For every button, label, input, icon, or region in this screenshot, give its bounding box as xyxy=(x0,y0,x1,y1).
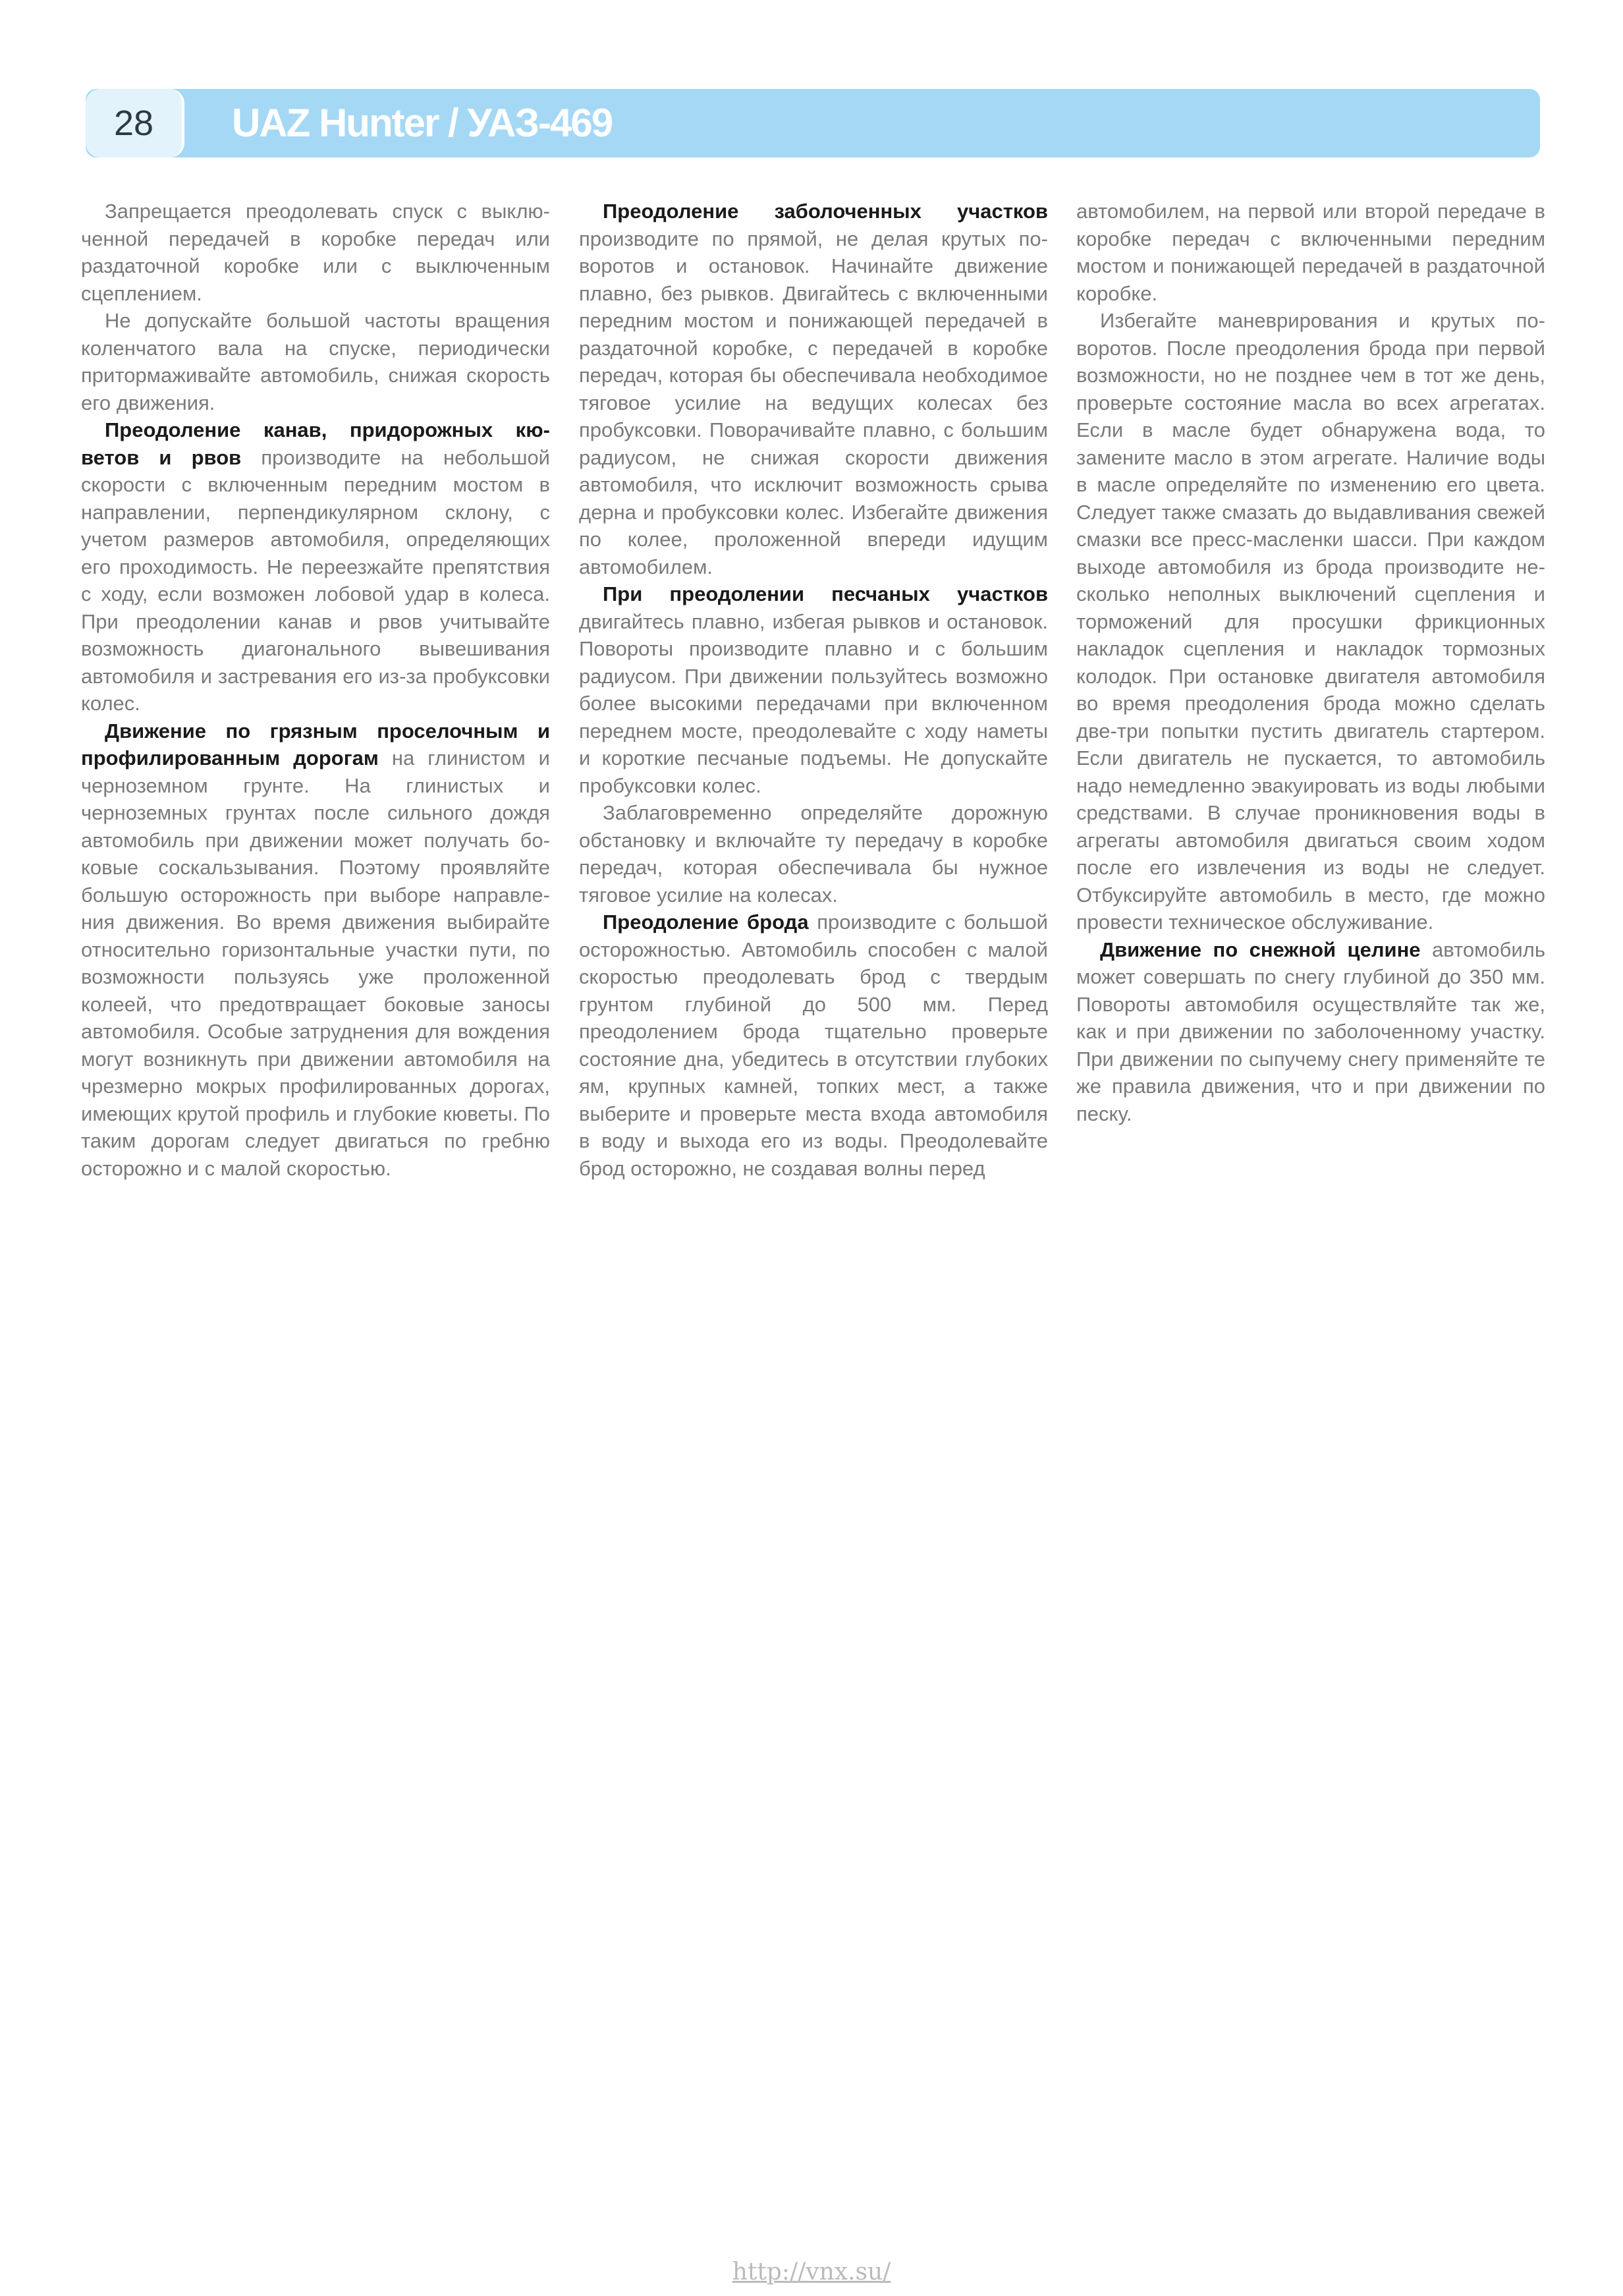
paragraph xyxy=(81,416,550,717)
paragraph xyxy=(1076,936,1545,1128)
paragraph: Запрещается преодолевать спуск с выключенной передачей в коробке передач или раздаточной коробке или с выключенным сцеплением. xyxy=(81,200,550,305)
paragraph xyxy=(81,717,550,1183)
text-column-1 xyxy=(81,198,550,1182)
paragraph: Заблаговременно определяйте дорожную обстановку и включайте ту передачу в коробке передач, которая обеспечивала бы нужное тяговое усилие на колесах. xyxy=(579,801,1048,907)
paragraph: Избегайте маневрирования и крутых поворотов. После преодоления брода при первой возможности, но не позднее чем в тот же день, проверьте состояние масла во всех агрегатах. Если в масле будет обнаружена вода, то замените масло в этом агрегате. Наличие воды в масле определяйте по изменению его цвета. Следует также смазать до выдавливания свежей смазки все пресс-масленки шасси. При каждом выходе автомобиля из брода производите несколько неполных выключений сцепления и торможений для просушки фрикционных накладок сцепления и накладок тормозных колодок. При остановке двигателя автомобиля во время преодоления брода можно сделать две-три попытки пустить двигатель стартером. Если двигатель не пускается, то автомобиль надо немедленно эвакуировать из воды любыми средствами. В случае проникновения воды в агрегаты автомобиля двигаться своим ходом после его извлечения из воды не следует. Отбуксируйте автомобиль в место, где можно провести техническое обслуживание. xyxy=(1076,309,1545,934)
section-heading: Преодоление канав, придорожных кюветов и рвов xyxy=(81,418,550,469)
footer-url: http://vnx.su/ xyxy=(732,2258,891,2285)
section-heading: Движение по снежной целине xyxy=(1100,938,1421,961)
page-title: UAZ Hunter / УАЗ-469 xyxy=(232,101,613,145)
paragraph: Не допускайте большой частоты вращения коленчатого вала на спуске, периодически притормаживайте автомобиль, снижая скорость его движения. xyxy=(81,309,550,414)
paragraph: автомобилем, на первой или второй передаче в коробке передач с включенными передним мостом и понижающей передачей в раздаточной коробке. xyxy=(1076,200,1545,305)
paragraph xyxy=(579,909,1048,1182)
section-heading: Преодоление брода xyxy=(603,910,809,934)
paragraph xyxy=(579,198,1048,580)
page-number: 28 xyxy=(86,89,184,157)
section-heading: Движение по грязным проселочным и профилированным дорогам xyxy=(81,719,550,770)
section-heading: При преодолении песчаных участков xyxy=(603,582,1048,605)
paragraph-text: на глинистом и черноземном грунте. На глинистых и черноземных грунтах после сильного дождя автомобиль при движении может получать боковые соскальзывания. Поэтому проявляйте большую осторожность при выборе направления движения. Во время движения выбирайте относительно горизонтальные участки пути, по возможности пользуясь уже проложенной колеей, что предотвращает боковые заносы автомобиля. Особые затруднения для вождения могут возникнуть при движении автомобиля на чрезмерно мокрых профилированных дорогах, имеющих крутой профиль и глубокие кюветы. По таким дорогам следует двигаться по гребню осторожно и с малой скоростью. xyxy=(81,746,551,1180)
section-heading: Преодоление заболоченных участков xyxy=(603,200,1048,223)
paragraph-text: производите с большой осторожностью. Автомобиль способен с малой скоростью преодолевать брод с твердым грунтом глубиной до 500 мм. Перед преодолением брода тщательно проверьте состояние дна, убедитесь в отсутствии глубоких ям, крупных камней, топких мест, а также выберите и проверьте места входа автомобиля в воду и выхода его из воды. Преодолевайте брод осторожно, не создавая волны перед xyxy=(579,910,1048,1180)
paragraph-text: производите на небольшой скорости с включенным передним мостом в направлении, перпендикулярном склону, с учетом размеров автомобиля, определяющих его проходимость. Не переезжайте препятствия с ходу, если возможен лобовой удар в колеса. При преодолении канав и рвов учитывайте возможность диагонального вывешивания автомобиля и застревания его из-за пробуксовки колес. xyxy=(81,445,550,715)
paragraph-text: двигайтесь плавно, избегая рывков и остановок. Повороты производите плавно и с большим радиусом. При движении пользуйтесь возможно более высокими передачами при включенном переднем мосте, преодолевайте с ходу наметы и короткие песчаные подъемы. Не допускайте пробуксовки колес. xyxy=(579,609,1048,797)
text-column-3 xyxy=(1076,198,1545,1127)
text-column-2 xyxy=(579,198,1048,1182)
paragraph-text: автомобиль может совершать по снегу глубиной до 350 мм. Повороты автомобиля осуществляйте так же, как и при движении по заболоченному участку. При движении по сыпучему снегу применяйте те же правила движения, что и при движении по песку. xyxy=(1076,938,1545,1125)
paragraph-text: производите по прямой, не делая крутых поворотов и остановок. Начинайте движение плавно, без рывков. Двигайтесь с включенными передним мостом и понижающей передачей в раздаточной коробке, с передачей в коробке передач, которая бы обеспечивала необходимое тяговое усилие на ведущих колесах без пробуксовки. Поворачивайте плавно, с большим радиусом, не снижая скорости движения автомобиля, что исключит возможность срыва дерна и пробуксовки колес. Избегайте движения по колее, проложенной впереди идущим автомобилем. xyxy=(579,227,1048,578)
paragraph xyxy=(579,580,1048,799)
